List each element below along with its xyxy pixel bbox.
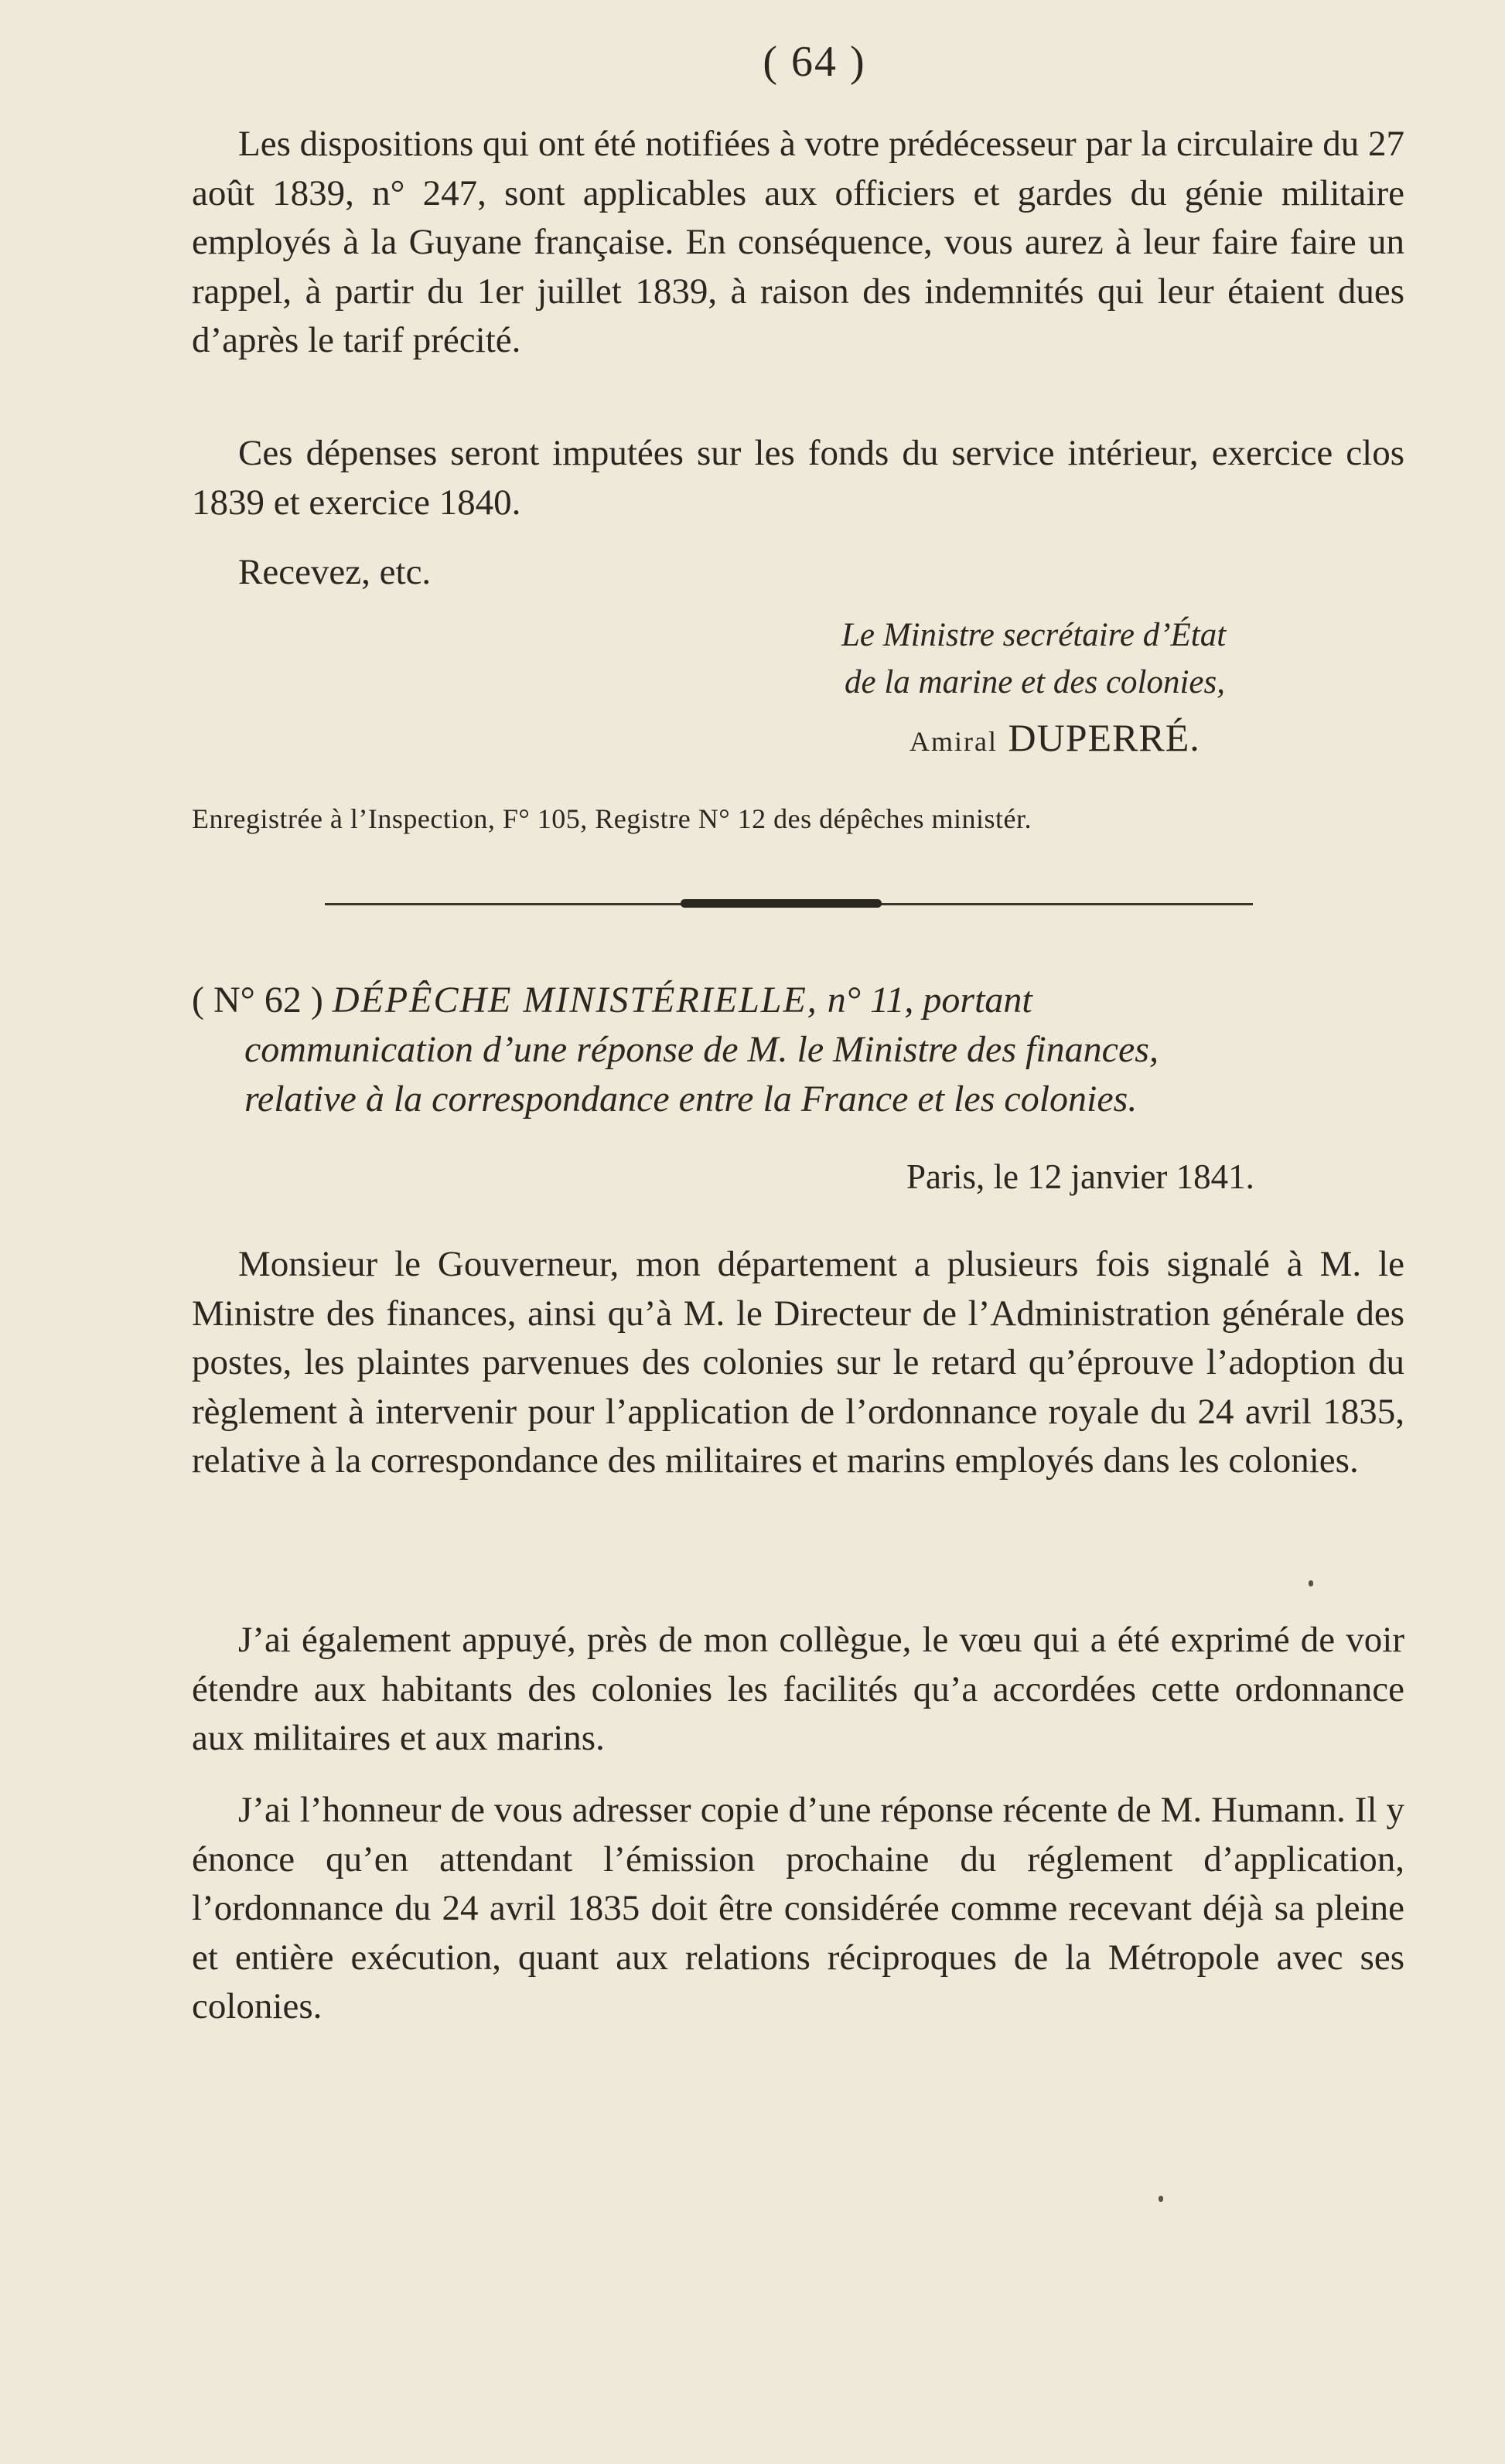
signature-title-line2: de la marine et des colonies, (845, 664, 1226, 700)
closing-formula: Recevez, etc. (238, 552, 432, 592)
page-number: ( 64 ) (763, 38, 866, 86)
paragraph-text: J’ai également appuyé, près de mon collègue, le vœu qui a été exprimé de voir étendre aux habitants des colonies les facilités qu’a accordées cette ordonnance aux militaires et aux marins. (192, 1620, 1404, 1758)
signature-title-line1: Le Ministre secrétaire d’État (841, 617, 1227, 653)
dispatch-subtitle-line1: n° 11, portant (827, 980, 1032, 1021)
dateline: Paris, le 12 janvier 1841. (906, 1157, 1254, 1196)
dispatch-subtitle-line2: communication d’une réponse de M. le Ministre des finances, (244, 1029, 1159, 1070)
section-divider-ornament (681, 899, 882, 908)
registration-note: Enregistrée à l’Inspection, F° 105, Registre N° 12 des dépêches ministér. (192, 803, 1032, 834)
paragraph-wish (192, 1616, 1404, 1764)
signature-rank: Amiral (909, 726, 998, 757)
signature-surname: DUPERRÉ. (1008, 716, 1200, 759)
paragraph-text: Les dispositions qui ont été notifiées à votre prédécesseur par la circulaire du 27 août 1839, n° 247, sont applicables aux officiers et gardes du génie militaire employés à la Guyane française. En conséquence, vous aurez à leur faire faire un rappel, à partir du 1er juillet 1839, à raison des indemnités qui leur étaient dues d’après le tarif précité. (192, 124, 1404, 360)
signature-name (909, 715, 1200, 760)
paragraph-text: Ces dépenses seront imputées sur les fonds du service intérieur, exercice clos 1839 et exercice 1840. (192, 433, 1404, 523)
paragraph-indemnities (192, 120, 1404, 366)
dispatch-heading (192, 976, 1404, 1124)
paper-speck (1309, 1580, 1313, 1586)
paragraph-response (192, 1786, 1404, 2032)
dispatch-number: ( N° 62 ) (192, 980, 323, 1021)
paragraph-text: J’ai l’honneur de vous adresser copie d’une réponse récente de M. Humann. Il y énonce qu’en attendant l’émission prochaine du réglement d’application, l’ordonnance du 24 avril 1835 doit être considérée comme recevant déjà sa pleine et entière exécution, quant aux relations réciproques de la Métropole avec ses colonies. (192, 1790, 1404, 2026)
dispatch-title: DÉPÊCHE MINISTÉRIELLE, (332, 980, 818, 1021)
paper-speck (1159, 2196, 1163, 2202)
paragraph-complaints (192, 1240, 1404, 1486)
paragraph-expenses (192, 429, 1404, 527)
paragraph-text: Monsieur le Gouverneur, mon département a plusieurs fois signalé à M. le Ministre des finances, ainsi qu’à M. le Directeur de l’Administration générale des postes, les plaintes parvenues des colonies sur le retard qu’éprouve l’adoption du règlement à intervenir pour l’application de l’ordonnance royale du 24 avril 1835, relative à la correspondance des militaires et marins employés dans les colonies. (192, 1244, 1404, 1481)
dispatch-subtitle-line3: relative à la correspondance entre la France et les colonies. (244, 1079, 1138, 1120)
